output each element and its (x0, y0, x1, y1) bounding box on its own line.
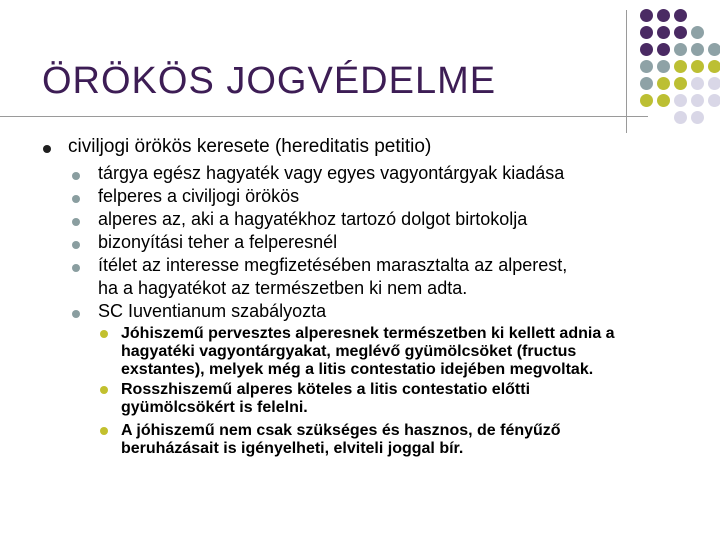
dot (691, 26, 704, 39)
list-item: A jóhiszemű nem csak szükséges és hasznos, de fényűző (121, 422, 561, 439)
bullet (72, 172, 80, 180)
list-item-continuation: hagyatéki vagyontárgyakat, meglévő gyümölcsöket (fructus (121, 343, 577, 360)
list-item: alperes az, aki a hagyatékhoz tartozó dolgot birtokolja (98, 209, 528, 229)
dot (657, 43, 670, 56)
dot (640, 26, 653, 39)
dot (657, 94, 670, 107)
dot (674, 77, 687, 90)
dot (674, 9, 687, 22)
dot (674, 26, 687, 39)
dot (691, 111, 704, 124)
dot (691, 94, 704, 107)
vertical-divider (626, 10, 627, 133)
dot (674, 111, 687, 124)
list-item: ítélet az interesse megfizetésében marasztalta az alperest, (98, 255, 568, 275)
bullet (72, 310, 80, 318)
dot (708, 43, 720, 56)
bullet (72, 264, 80, 272)
title-divider (0, 116, 648, 117)
dot (674, 60, 687, 73)
dot (691, 77, 704, 90)
list-item-continuation: gyümölcsökért is felelni. (121, 399, 308, 416)
dot (657, 26, 670, 39)
bullet (72, 241, 80, 249)
bullet (100, 427, 108, 435)
bullet (100, 386, 108, 394)
dot (640, 43, 653, 56)
page-title: ÖRÖKÖS JOGVÉDELME (42, 60, 497, 102)
list-item: felperes a civiljogi örökös (98, 186, 300, 206)
list-item-continuation: ha a hagyatékot az természetben ki nem adta. (98, 278, 468, 298)
dot (657, 77, 670, 90)
dot (674, 94, 687, 107)
list-item: civiljogi örökös keresete (hereditatis petitio) (68, 136, 432, 157)
list-item: tárgya egész hagyaték vagy egyes vagyontárgyak kiadása (98, 163, 565, 183)
list-item-continuation: beruházásait is igényelheti, elviteli joggal bír. (121, 440, 464, 457)
list-item: bizonyítási teher a felperesnél (98, 232, 338, 252)
dot (708, 94, 720, 107)
dot (640, 60, 653, 73)
bullet (43, 145, 51, 153)
bullet (72, 195, 80, 203)
dot (691, 43, 704, 56)
dot (640, 94, 653, 107)
dot (657, 60, 670, 73)
bullet (100, 330, 108, 338)
list-item: Rosszhiszemű alperes köteles a litis contestatio előtti (121, 381, 531, 398)
dot (708, 77, 720, 90)
list-item-continuation: exstantes), melyek még a litis contestatio idejében megvoltak. (121, 361, 594, 378)
list-item: SC Iuventianum szabályozta (98, 301, 327, 321)
dot (691, 60, 704, 73)
dot (640, 77, 653, 90)
dot (640, 9, 653, 22)
dot (657, 9, 670, 22)
dot (674, 43, 687, 56)
list-item: Jóhiszemű pervesztes alperesnek természetben ki kellett adnia a (121, 325, 615, 342)
dot (708, 60, 720, 73)
bullet (72, 218, 80, 226)
